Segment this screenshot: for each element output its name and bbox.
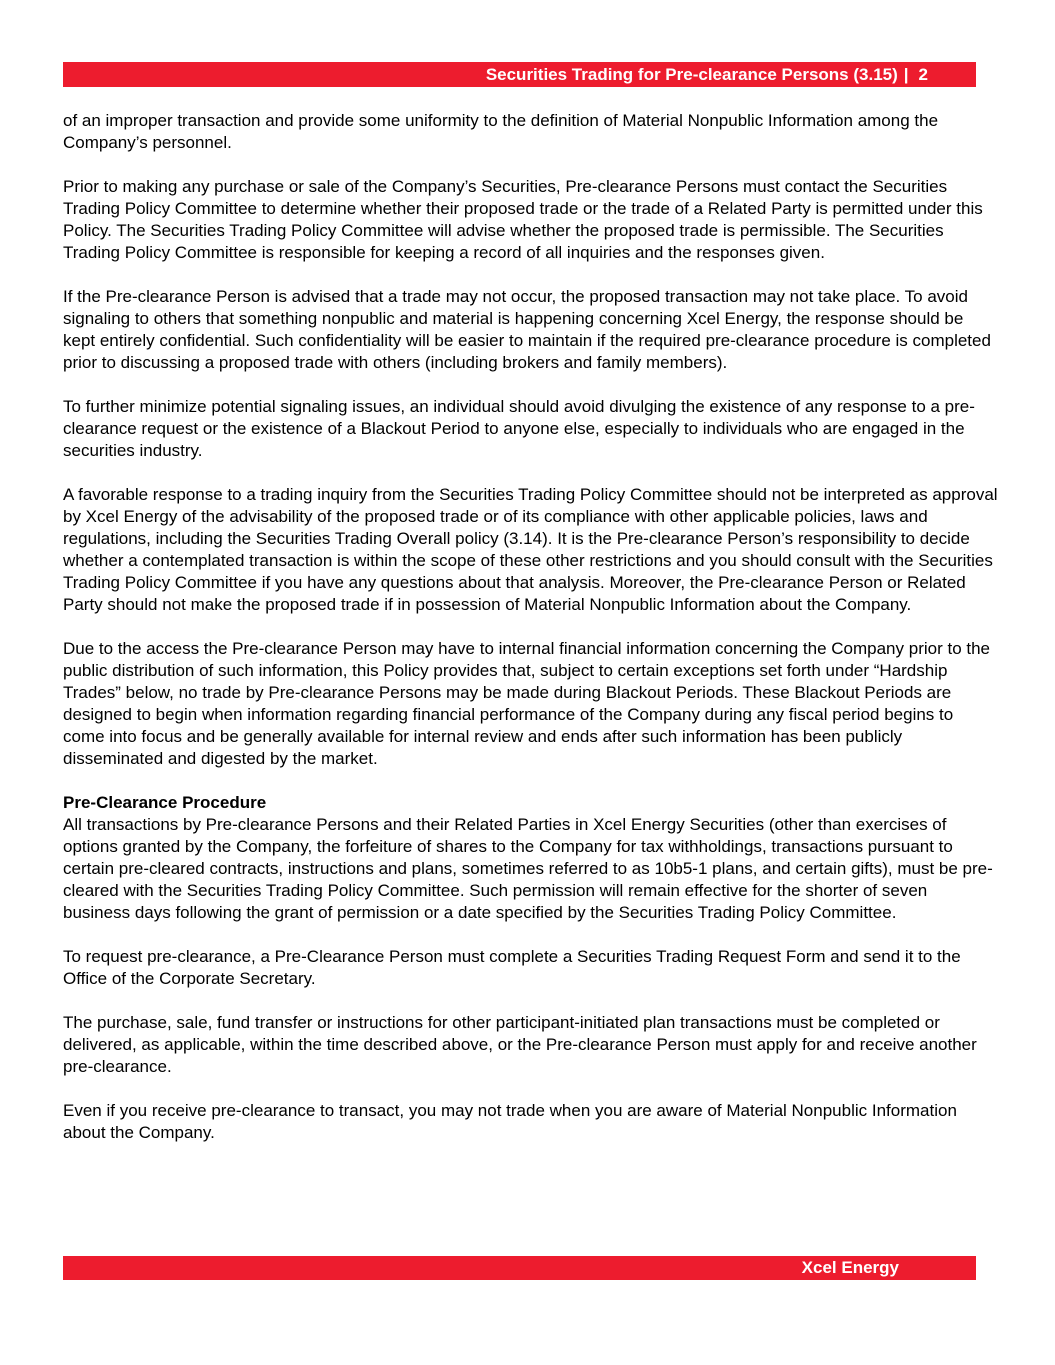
- body-paragraph-2: Prior to making any purchase or sale of the Company’s Securities, Pre-clearance Persons must contact the Securities Trading Policy Committee to determine whether their proposed trade or the trade of a Related Party is permitted under this Policy. The Securities Trading Policy Committee will advise whether the proposed trade is permissible. The Securities Trading Policy Committee is responsible for keeping a record of all inquiries and the responses given.: [63, 177, 983, 262]
- header-separator: |: [903, 65, 909, 84]
- body-paragraph-4: To further minimize potential signaling issues, an individual should avoid divulging the existence of any response to a pre-clearance request or the existence of a Blackout Period to anyone else, especially to individuals who are engaged in the securities industry.: [63, 397, 975, 460]
- section-paragraph-1: All transactions by Pre-clearance Persons and their Related Parties in Xcel Energy Securities (other than exercises of options granted by the Company, the forfeiture of shares to the Company for tax withholdings, transactions pursuant to certain pre-cleared contracts, instructions and plans, sometimes referred to as 10b5-1 plans, and certain gifts), must be pre-cleared with the Securities Trading Policy Committee. Such permission will remain effective for the shorter of seven business days following the grant of permission or a date specified by the Securities Trading Policy Committee.: [63, 815, 993, 922]
- body-paragraph-6: Due to the access the Pre-clearance Person may have to internal financial information concerning the Company prior to the public distribution of such information, this Policy provides that, subject to certain exceptions set forth under “Hardship Trades” below, no trade by Pre-clearance Persons may be made during Blackout Periods. These Blackout Periods are designed to begin when information regarding financial performance of the Company during any fiscal period begins to come into focus and be generally available for internal review and ends after such information has been publicly disseminated and digested by the market.: [63, 639, 990, 768]
- body-paragraph-1: of an improper transaction and provide some uniformity to the definition of Material Nonpublic Information among the Company’s personnel.: [63, 111, 939, 152]
- footer-company-name: Xcel Energy: [801, 1258, 899, 1277]
- document-title: Securities Trading for Pre-clearance Persons (3.15): [485, 65, 898, 84]
- page-number: 2: [918, 65, 928, 84]
- page-header-bar: [63, 62, 976, 87]
- document-body: [63, 110, 998, 1144]
- section-paragraph-3: The purchase, sale, fund transfer or instructions for other participant-initiated plan transactions must be completed or delivered, as applicable, within the time described above, or the Pre-clearance Person must apply for and receive another pre-clearance.: [63, 1013, 977, 1076]
- section-heading-pre-clearance-procedure: Pre-Clearance Procedure: [63, 793, 267, 812]
- page-footer-bar: [63, 1256, 976, 1280]
- section-paragraph-2: To request pre-clearance, a Pre-Clearance Person must complete a Securities Trading Request Form and send it to the Office of the Corporate Secretary.: [63, 947, 961, 988]
- section-paragraph-4: Even if you receive pre-clearance to transact, you may not trade when you are aware of Material Nonpublic Information about the Company.: [63, 1101, 957, 1142]
- body-paragraph-5: A favorable response to a trading inquiry from the Securities Trading Policy Committee should not be interpreted as approval by Xcel Energy of the advisability of the proposed trade or of its compliance with other applicable policies, laws and regulations, including the Securities Trading Overall policy (3.14). It is the Pre-clearance Person’s responsibility to decide whether a contemplated transaction is within the scope of these other restrictions and you should consult with the Securities Trading Policy Committee if you have any questions about that analysis. Moreover, the Pre-clearance Person or Related Party should not make the proposed trade if in possession of Material Nonpublic Information about the Company.: [63, 485, 998, 614]
- body-paragraph-3: If the Pre-clearance Person is advised that a trade may not occur, the proposed transaction may not take place. To avoid signaling to others that something nonpublic and material is happening concerning Xcel Energy, the response should be kept entirely confidential. Such confidentiality will be easier to maintain if the required pre-clearance procedure is completed prior to discussing a proposed trade with others (including brokers and family members).: [63, 287, 991, 372]
